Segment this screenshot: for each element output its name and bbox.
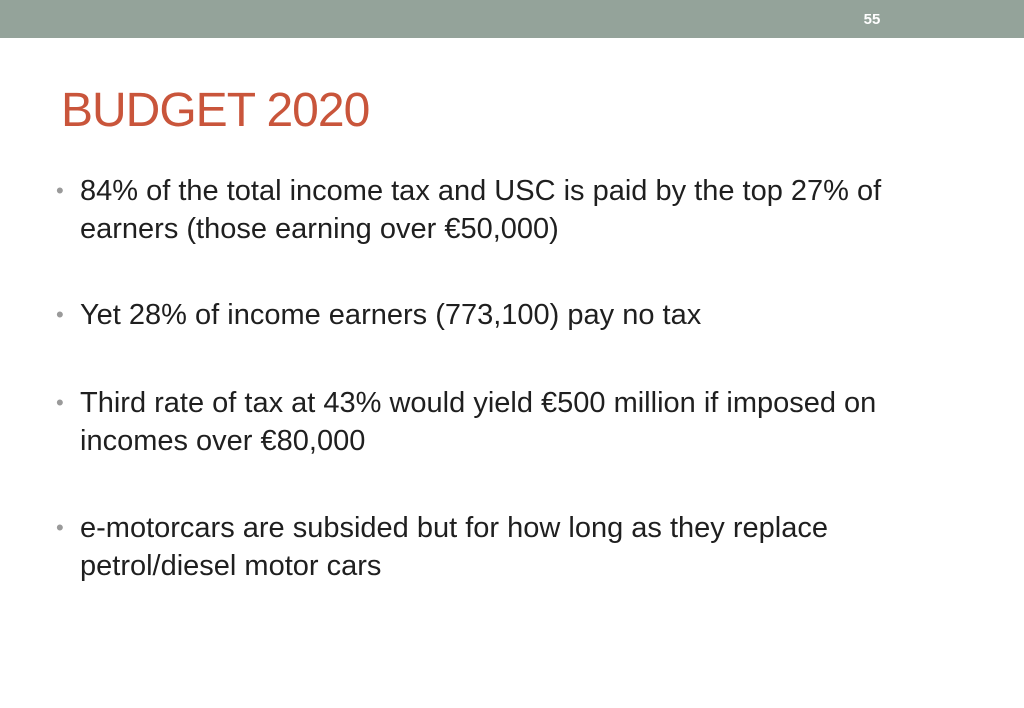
bullet-text: e-motorcars are subsided but for how long as they replace petrol/diesel motor cars [80, 512, 828, 582]
bullet-item [56, 296, 976, 334]
bullet-dot-icon: • [56, 515, 64, 540]
header-bar [0, 0, 1024, 38]
bullet-dot-icon: • [56, 302, 64, 327]
bullet-item [56, 509, 976, 585]
bullet-text: 84% of the total income tax and USC is paid by the top 27% of earners (those earning over €50,000) [80, 175, 882, 245]
slide-title: BUDGET 2020 [61, 84, 370, 137]
bullet-dot-icon: • [56, 178, 64, 203]
bullet-item [56, 384, 976, 460]
bullet-text: Third rate of tax at 43% would yield €500 million if imposed on incomes over €80,000 [80, 387, 877, 457]
bullet-item [56, 172, 976, 248]
bullet-dot-icon: • [56, 390, 64, 415]
bullet-list [56, 172, 976, 585]
bullet-text: Yet 28% of income earners (773,100) pay no tax [80, 299, 702, 331]
slide-number: 55 [863, 11, 881, 28]
